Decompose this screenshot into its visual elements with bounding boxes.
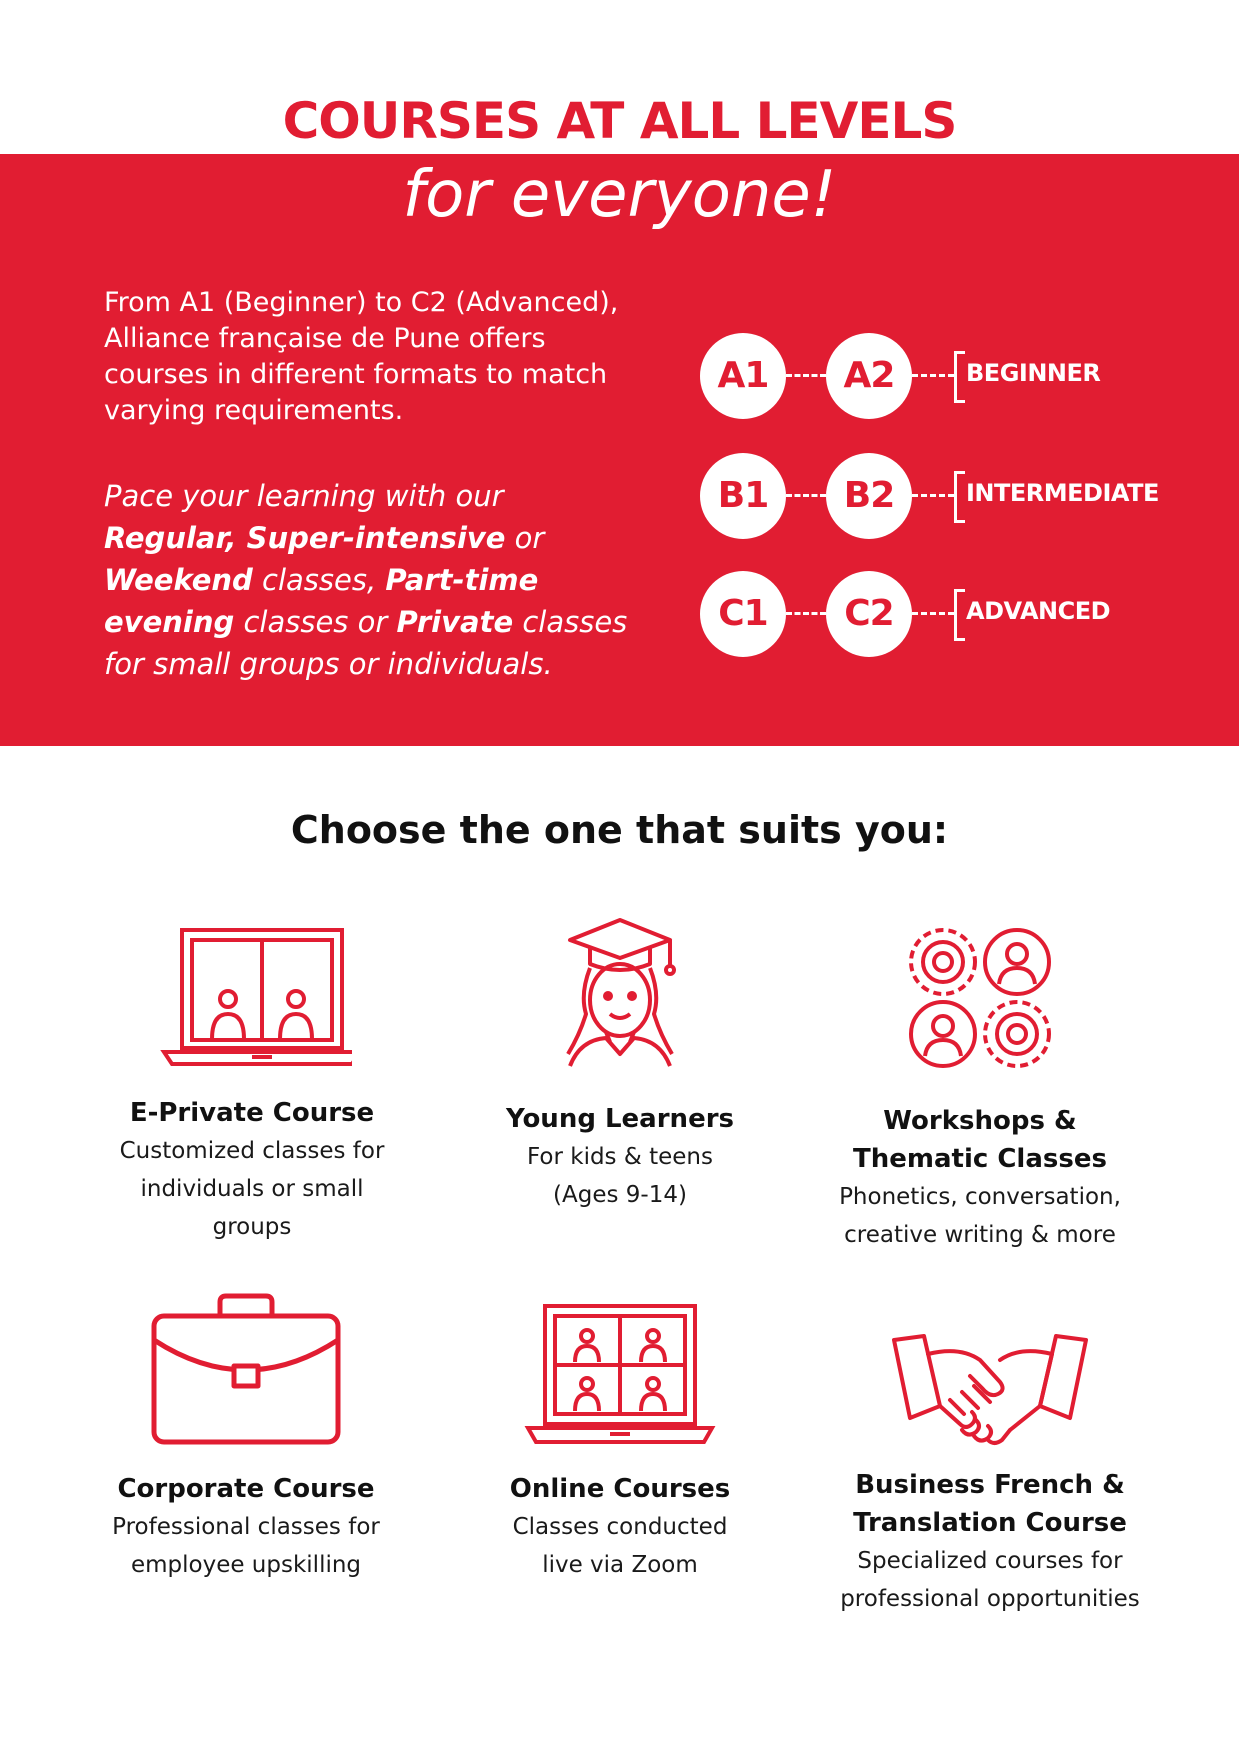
course-desc: Customized classes for (119, 1138, 385, 1164)
level-connector (786, 374, 826, 377)
level-row-intermediate (700, 453, 1239, 539)
level-connector (786, 612, 826, 615)
page-subtitle: for everyone! (402, 158, 837, 232)
course-title: E-Private Course (129, 1098, 375, 1128)
course-desc: Professional classes for (112, 1514, 380, 1540)
course-card-e-private (62, 922, 442, 1246)
level-connector (912, 374, 954, 377)
handshake-icon (890, 1326, 1090, 1450)
intro-line: From A1 (Beginner) to C2 (Advanced), (104, 287, 619, 318)
course-desc: Classes conducted (512, 1514, 728, 1540)
pace-text: classes or (234, 605, 397, 639)
pace-bold: evening (104, 605, 235, 639)
level-bracket (954, 351, 965, 403)
pace-bold: Part-time (385, 563, 539, 597)
intro-line: varying requirements. (104, 395, 404, 426)
course-desc: employee upskilling (130, 1552, 362, 1578)
laptop-video-call-icon (520, 1300, 720, 1450)
course-title: Online Courses (509, 1474, 731, 1504)
level-bracket (954, 471, 965, 523)
level-circle-b2: B2 (826, 453, 912, 539)
course-desc: Specialized courses for (857, 1548, 1123, 1574)
pace-bold: Regular, Super-intensive (104, 521, 506, 555)
pace-line (104, 601, 684, 643)
course-title: Young Learners (506, 1104, 734, 1134)
pace-line (104, 517, 684, 559)
pace-line (104, 475, 684, 517)
briefcase-icon (146, 1290, 346, 1450)
section-heading: Choose the one that suits you: (290, 808, 949, 852)
level-connector (912, 494, 954, 497)
course-card-online (430, 1300, 810, 1584)
course-card-workshops (790, 924, 1170, 1254)
pace-line (104, 559, 684, 601)
pace-text: Pace your learning with our (104, 479, 504, 513)
level-bracket (954, 589, 965, 641)
level-row-advanced (700, 571, 1239, 657)
course-title-line2: Translation Course (853, 1508, 1127, 1538)
pace-bold: Private (396, 605, 514, 639)
level-circle-b1: B1 (700, 453, 786, 539)
pace-text: or (505, 521, 545, 555)
laptop-two-people-icon (152, 922, 352, 1072)
course-title: Workshops & (883, 1106, 1077, 1136)
pace-line (104, 643, 684, 685)
course-desc: creative writing & more (844, 1222, 1116, 1248)
level-label-beginner: BEGINNER (966, 359, 1101, 387)
intro-line: courses in different formats to match (104, 359, 608, 390)
level-label-advanced: ADVANCED (966, 597, 1111, 625)
course-title-line2: Thematic Classes (853, 1144, 1107, 1174)
page-title: COURSES AT ALL LEVELS (282, 92, 957, 150)
intro-paragraph (104, 285, 684, 429)
level-row-beginner (700, 333, 1239, 419)
course-card-young-learners (430, 914, 810, 1214)
course-card-corporate (56, 1290, 436, 1584)
pace-bold: Weekend (104, 563, 253, 597)
level-circle-a1: A1 (700, 333, 786, 419)
level-connector (912, 612, 954, 615)
level-circle-c1: C1 (700, 571, 786, 657)
level-label-intermediate: INTERMEDIATE (966, 479, 1159, 507)
pace-text: classes (513, 605, 628, 639)
pace-text: classes, (252, 563, 386, 597)
intro-line: Alliance française de Pune offers (104, 323, 546, 354)
level-circle-c2: C2 (826, 571, 912, 657)
course-desc: professional opportunities (840, 1586, 1140, 1612)
pace-text: for small groups or individuals. (104, 647, 553, 681)
course-desc: live via Zoom (542, 1552, 698, 1578)
course-title: Corporate Course (117, 1474, 375, 1504)
course-desc: (Ages 9-14) (553, 1182, 687, 1208)
gears-people-icon (905, 924, 1055, 1072)
course-desc: Phonetics, conversation, (839, 1184, 1121, 1210)
course-card-business-french (800, 1326, 1180, 1618)
graduate-girl-icon (540, 914, 700, 1072)
course-desc: groups (212, 1214, 292, 1240)
course-title: Business French & (855, 1470, 1125, 1500)
pace-paragraph (104, 475, 684, 685)
course-desc: For kids & teens (527, 1144, 713, 1170)
level-connector (786, 494, 826, 497)
course-desc: individuals or small (140, 1176, 364, 1202)
level-circle-a2: A2 (826, 333, 912, 419)
